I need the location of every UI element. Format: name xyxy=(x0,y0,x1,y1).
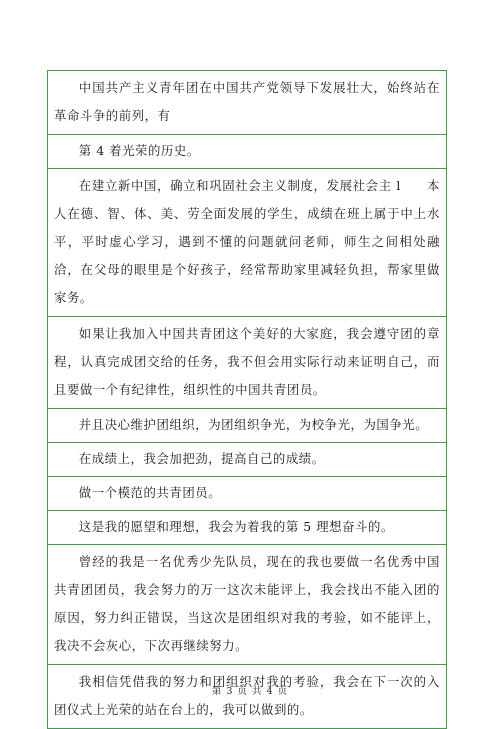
paragraph-cell-3: 在建立新中国，确立和巩固社会主义制度，发展社会主 l 本人在德、智、体、美、劳全面发展的学生，成绩在班上属于中上水平，平时虚心学习，遇到不懂的问题就问老师，师生之间相处融洽，在父母的眼里是个好孩子，经常帮助家里减轻负担，帮家里做家务。 xyxy=(48,169,446,317)
paragraph-cell-10: 我相信凭借我的努力和团组织对我的考验，我会在下一次的入团仪式上光荣的站在台上的，我可以做到的。 xyxy=(48,665,446,729)
paragraph-cell-2: 第 4 着光荣的历史。 xyxy=(48,135,446,169)
paragraph-cell-4: 如果让我加入中国共青团这个美好的大家庭，我会遵守团的章程，认真完成团交给的任务，我不但会用实际行动来证明自己，而且要做一个有纪律性，组织性的中国共青团员。 xyxy=(48,317,446,409)
paragraph-cell-9: 曾经的我是一名优秀少先队员，现在的我也要做一名优秀中国共青团团员，我会努力的万一这次未能评上，我会找出不能入团的原因，努力纠正错误，当这次是团组织对我的考验，如不能评上，我决不会灰心，下次再继续努力。 xyxy=(48,545,446,665)
paragraph-cell-5: 并且决心维护团组织，为团组织争光，为校争光，为国争光。 xyxy=(48,409,446,443)
paragraph-cell-8: 这是我的愿望和理想，我会为着我的第 5 理想奋斗的。 xyxy=(48,511,446,545)
page-number-footer: 第 3 页 共 4 页 xyxy=(211,686,289,697)
content-table xyxy=(47,70,447,729)
paragraph-cell-6: 在成绩上，我会加把劲，提高自己的成绩。 xyxy=(48,443,446,477)
paragraph-cell-7: 做一个模范的共青团员。 xyxy=(48,477,446,511)
paragraph-cell-1: 中国共产主义青年团在中国共产党领导下发展壮大，始终站在革命斗争的前列，有 xyxy=(48,71,446,135)
